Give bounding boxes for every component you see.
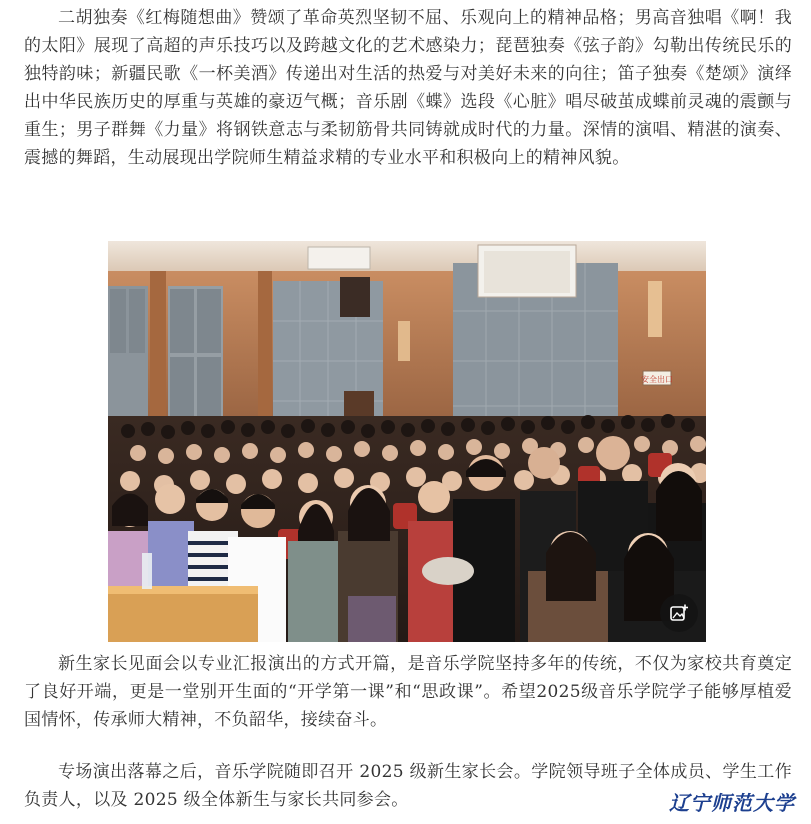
image-plus-icon (669, 603, 689, 623)
university-watermark: 辽宁师范大学 (669, 791, 795, 815)
article-paragraph-2: 新生家长见面会以专业汇报演出的方式开篇，是音乐学院坚持多年的传统，不仅为家校共育奠定了良好开端，更是一堂别开生面的“开学第一课”和“思政课”。希望2025级音乐学院学子能够厚植爱国情怀，传承师大精神，不负韶华，接续奋斗。 (24, 654, 792, 730)
exit-sign: 安全出口 (641, 375, 673, 384)
article-paragraph-1: 二胡独奏《红梅随想曲》赞颂了革命英烈坚韧不屈、乐观向上的精神品格；男高音独唱《啊！我的太阳》展现了高超的声乐技巧以及跨越文化的艺术感染力；琵琶独奏《弦子韵》勾勒出传统民乐的独特韵味；新疆民歌《一杯美酒》传递出对生活的热爱与对美好未来的向往；笛子独奏《楚颂》演绎出中华民族历史的厚重与英雄的豪迈气概；音乐剧《蝶》选段《心脏》唱尽破茧成蝶前灵魂的震颤与重生；男子群舞《力量》将钢铁意志与柔韧筋骨共同铸就成时代的力量。深情的演唱、精湛的演奏、震撼的舞蹈，生动展现出学院师生精益求精的专业水平和积极向上的精神风貌。 (24, 8, 792, 168)
audience-photo-graphic (108, 241, 706, 642)
audience-photo (108, 241, 706, 642)
article-paragraph-3: 专场演出落幕之后，音乐学院随即召开 2025 级新生家长会。学院领导班子全体成员、学生工作负责人，以及 2025 级全体新生与家长共同参会。 (24, 762, 792, 810)
photo-action-button[interactable] (660, 594, 698, 632)
